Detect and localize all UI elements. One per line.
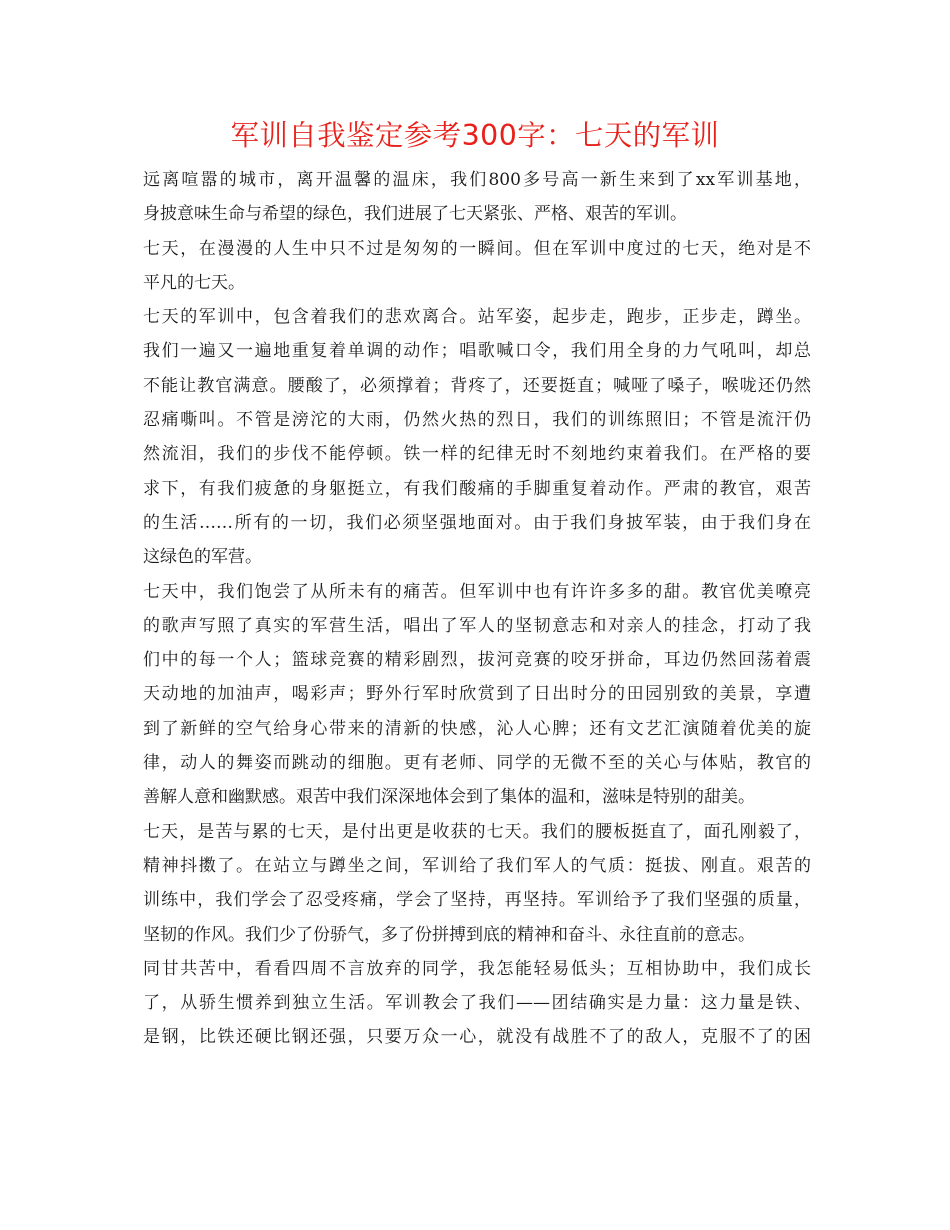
- text-line: 忍痛嘶叫。不管是滂沱的大雨，仍然火热的烈日，我们的训练照旧；不管是流汗仍: [143, 410, 811, 431]
- text-line: 律，动人的舞姿而跳动的细胞。更有老师、同学的无微不至的关心与体贴，教官的: [143, 753, 811, 774]
- text-line: 不能让教官满意。腰酸了，必须撑着；背疼了，还要挺直；喊哑了嗓子，喉咙还仍然: [143, 375, 811, 396]
- text-line: 身披意味生命与希望的绿色，我们进展了七天紧张、严格、艰苦的军训。: [143, 204, 687, 225]
- text-line: 了，从骄生惯养到独立生活。军训教会了我们——团结确实是力量：这力量是铁、: [143, 993, 811, 1014]
- text-line: 同甘共苦中，看看四周不言放弃的同学，我怎能轻易低头；互相协助中，我们成长: [143, 958, 811, 979]
- text-line: 训练中，我们学会了忍受疼痛，学会了坚持，再坚持。军训给予了我们坚强的质量，: [143, 890, 811, 911]
- text-line: 七天中，我们饱尝了从所未有的痛苦。但军训中也有许许多多的甜。教官优美嘹亮: [143, 581, 811, 602]
- text-line: 七天的军训中，包含着我们的悲欢离合。站军姿，起步走，跑步，正步走，蹲坐。: [143, 307, 811, 328]
- text-line: 是钢，比铁还硬比钢还强，只要万众一心，就没有战胜不了的敌人，克服不了的困: [143, 1027, 811, 1048]
- text-line: 善解人意和幽默感。艰苦中我们深深地体会到了集体的温和，滋味是特别的甜美。: [143, 787, 755, 808]
- text-line: 然流泪，我们的步伐不能停顿。铁一样的纪律无时不刻地约束着我们。在严格的要: [143, 444, 811, 465]
- text-line: 这绿色的军营。: [143, 547, 262, 568]
- text-line: 的歌声写照了真实的军营生活，唱出了军人的坚韧意志和对亲人的挂念，打动了我: [143, 615, 811, 636]
- text-line: 到了新鲜的空气给身心带来的清新的快感，沁人心脾；还有文艺汇演随着优美的旋: [143, 718, 811, 739]
- text-line: 七天，是苦与累的七天，是付出更是收获的七天。我们的腰板挺直了，面孔刚毅了，: [143, 821, 811, 842]
- text-line: 坚韧的作风。我们少了份骄气，多了份拼搏到底的精神和奋斗、永往直前的意志。: [143, 924, 755, 945]
- text-line: 的生活……所有的一切，我们必须坚强地面对。由于我们身披军装，由于我们身在: [143, 512, 811, 533]
- document-title: 军训自我鉴定参考300字：七天的军训: [230, 119, 720, 152]
- text-line: 天动地的加油声，喝彩声；野外行军时欣赏到了日出时分的田园别致的美景，享遭: [143, 684, 811, 705]
- text-line: 七天，在漫漫的人生中只不过是匆匆的一瞬间。但在军训中度过的七天，绝对是不: [143, 238, 811, 259]
- text-line: 们中的每一个人；篮球竞赛的精彩剧烈，拔河竞赛的咬牙拼命，耳边仍然回荡着震: [143, 650, 811, 671]
- text-line: 求下，有我们疲惫的身躯挺立，有我们酸痛的手脚重复着动作。严肃的教官，艰苦: [143, 478, 811, 499]
- text-line: 我们一遍又一遍地重复着单调的动作；唱歌喊口令，我们用全身的力气吼叫，却总: [143, 341, 811, 362]
- text-line: 远离喧嚣的城市，离开温馨的温床，我们800多号高一新生来到了xx军训基地，: [143, 170, 811, 190]
- text-line: 平凡的七天。: [143, 272, 245, 293]
- text-line: 精神抖擞了。在站立与蹲坐之间，军训给了我们军人的气质：挺拔、刚直。艰苦的: [143, 855, 811, 876]
- document-body: [143, 163, 811, 1055]
